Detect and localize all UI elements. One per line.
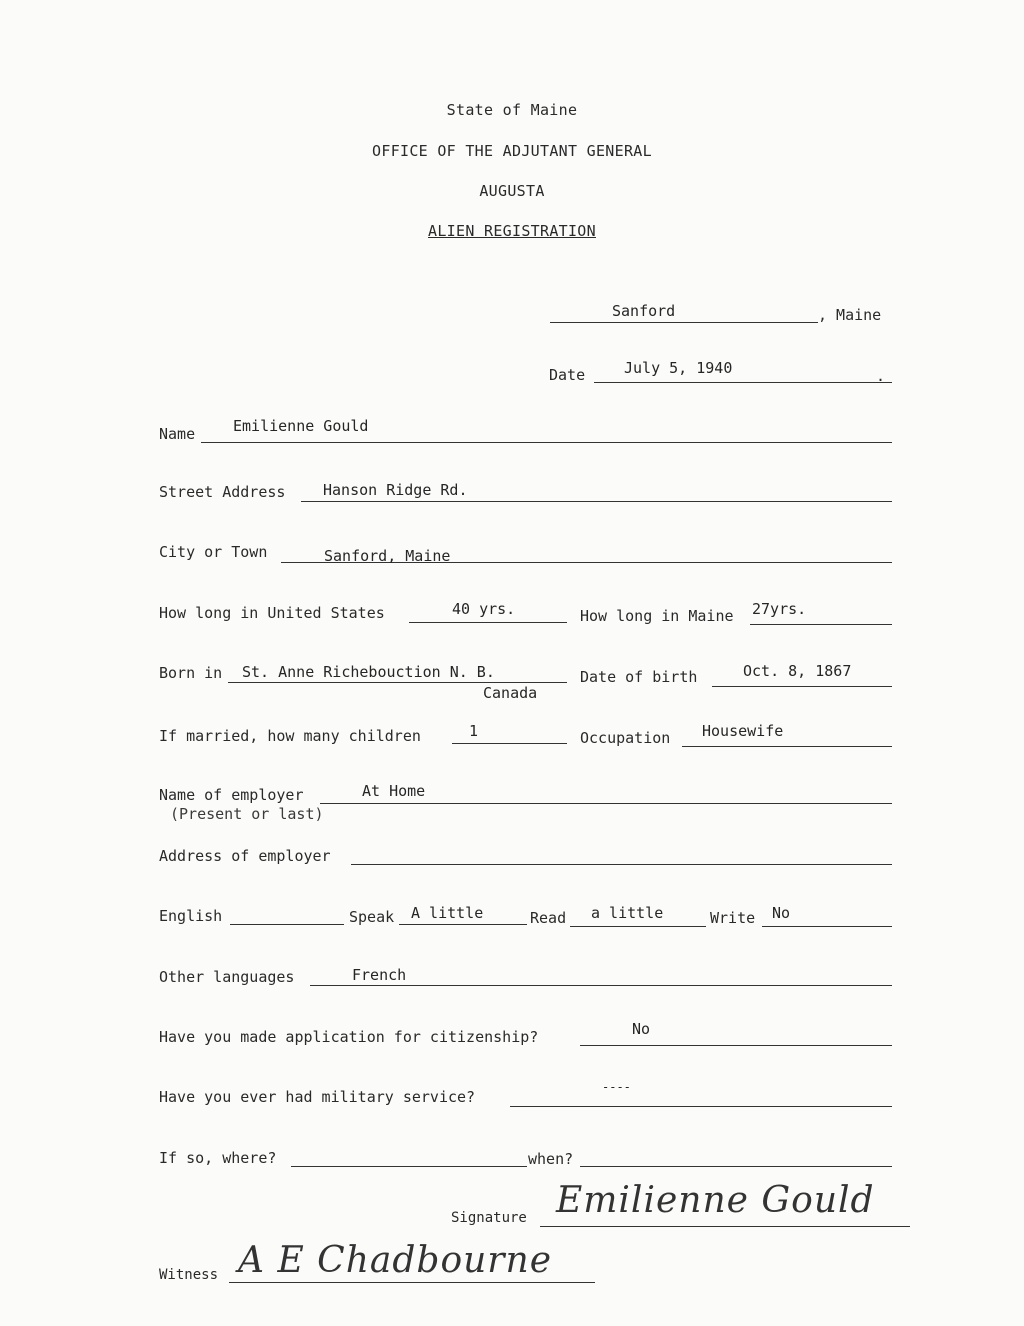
military-label: Have you ever had military service?	[159, 1088, 476, 1106]
read-label: Read	[530, 909, 567, 927]
employer-line	[320, 803, 892, 804]
signature-value: Emilienne Gould	[556, 1180, 875, 1221]
when-line	[580, 1166, 892, 1167]
dob-value: Oct. 8, 1867	[743, 662, 852, 680]
maine-value: 27yrs.	[752, 600, 807, 618]
employer-value: At Home	[362, 782, 426, 800]
languages-label: Other languages	[159, 968, 295, 986]
born-value: St. Anne Richebouction N. B.	[242, 663, 495, 681]
city-value: Sanford, Maine	[324, 547, 451, 565]
employer-address-label: Address of employer	[159, 847, 331, 865]
english-line	[230, 924, 344, 925]
where-line	[291, 1166, 527, 1167]
witness-label: Witness	[159, 1267, 219, 1283]
born-value-country: Canada	[483, 684, 538, 702]
date-end: .	[876, 367, 886, 385]
children-label: If married, how many children	[159, 727, 421, 745]
occupation-label: Occupation	[580, 729, 671, 747]
place-suffix: , Maine	[818, 306, 882, 324]
name-line	[201, 442, 892, 443]
maine-label: How long in Maine	[580, 607, 734, 625]
children-line	[452, 743, 567, 744]
occupation-value: Housewife	[702, 722, 784, 740]
us-line	[409, 622, 567, 623]
citizenship-label: Have you made application for citizenship?	[159, 1028, 539, 1046]
employer-sublabel: (Present or last)	[170, 805, 324, 823]
read-value: a little	[591, 904, 664, 922]
name-label: Name	[159, 425, 196, 443]
where-label: If so, where?	[159, 1149, 277, 1167]
citizenship-value: No	[632, 1020, 651, 1038]
military-value: ----	[602, 1080, 631, 1094]
signature-label: Signature	[451, 1210, 527, 1226]
city-label: City or Town	[159, 543, 268, 561]
place-value: Sanford	[612, 302, 676, 320]
occupation-line	[682, 746, 892, 747]
write-label: Write	[710, 909, 756, 927]
write-line	[762, 926, 892, 927]
maine-line	[750, 624, 892, 625]
dob-label: Date of birth	[580, 668, 698, 686]
employer-address-line	[351, 864, 892, 865]
read-line	[570, 926, 706, 927]
header-city: AUGUSTA	[479, 182, 545, 200]
street-value: Hanson Ridge Rd.	[323, 481, 468, 499]
languages-line	[310, 985, 892, 986]
place-line	[550, 322, 818, 323]
header-title: ALIEN REGISTRATION	[428, 222, 596, 240]
dob-line	[712, 686, 892, 687]
witness-line	[229, 1282, 595, 1283]
signature-line	[540, 1226, 910, 1227]
witness-value: A E Chadbourne	[238, 1240, 553, 1281]
employer-label: Name of employer	[159, 786, 304, 804]
when-label: when?	[528, 1150, 574, 1168]
english-label: English	[159, 907, 223, 925]
citizenship-line	[580, 1045, 892, 1046]
children-value: 1	[469, 722, 479, 740]
us-label: How long in United States	[159, 604, 385, 622]
header-office: OFFICE OF THE ADJUTANT GENERAL	[372, 142, 652, 160]
date-label: Date	[549, 366, 586, 384]
name-value: Emilienne Gould	[233, 417, 369, 435]
speak-line	[399, 924, 527, 925]
date-value: July 5, 1940	[624, 359, 733, 377]
street-label: Street Address	[159, 483, 286, 501]
born-label: Born in	[159, 664, 223, 682]
us-value: 40 yrs.	[452, 600, 516, 618]
street-line	[301, 501, 892, 502]
born-line	[228, 682, 567, 683]
write-value: No	[772, 904, 791, 922]
speak-value: A little	[411, 904, 484, 922]
header-state: State of Maine	[446, 101, 578, 119]
speak-label: Speak	[349, 908, 395, 926]
date-line	[594, 382, 892, 383]
languages-value: French	[352, 966, 407, 984]
military-line	[510, 1106, 892, 1107]
